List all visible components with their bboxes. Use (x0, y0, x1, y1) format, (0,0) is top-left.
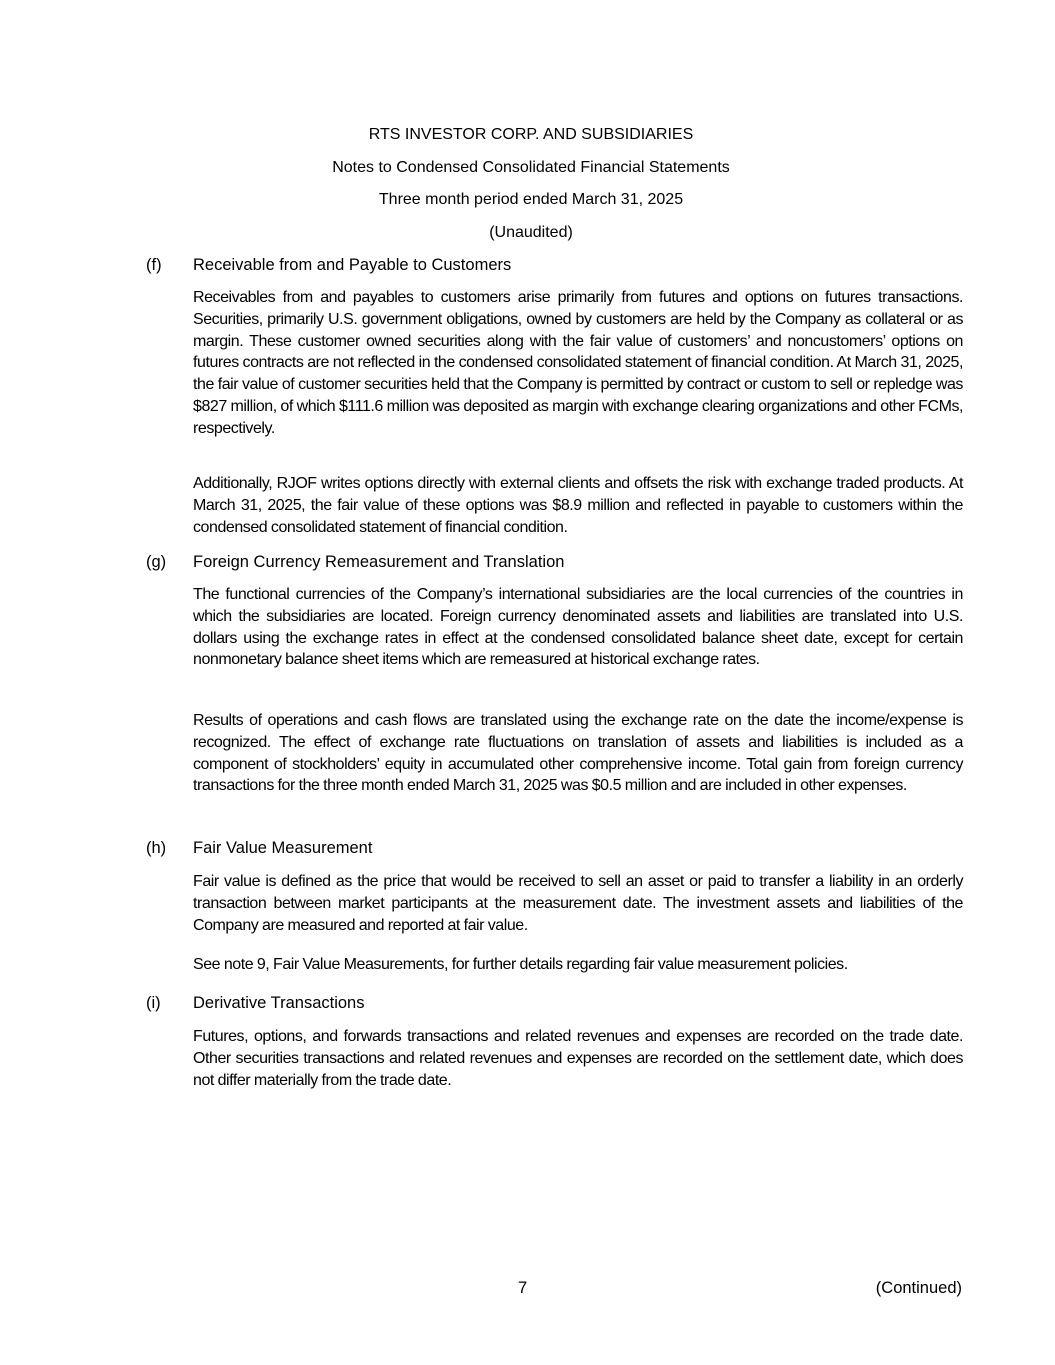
section-letter: (g) (146, 553, 167, 571)
document-subtitle: Notes to Condensed Consolidated Financial Statements (332, 159, 730, 176)
page-number: 7 (518, 1279, 528, 1297)
reporting-period: Three month period ended March 31, 2025 (378, 191, 684, 208)
section-paragraph: Additionally, RJOF writes options directly with external clients and offsets the risk with exchange traded products. At March 31, 2025, the fair value of these options was $8.9 million and reflected in payable to customers within the condensed consolidated statement of financial condition. (193, 475, 963, 536)
section-title: Derivative Transactions (193, 994, 365, 1012)
section-paragraph: Receivables from and payables to customers arise primarily from futures and options on futures transactions. Securities, primarily U.S. government obligations, owned by customers are held by the Company as collateral or as margin. These customer owned securities along with the fair value of customers’ and noncustomers’ options on futures contracts are not reflected in the condensed consolidated statement of financial condition. At March 31, 2025, the fair value of customer securities held that the Company is permitted by contract or custom to sell or repledge was $827 million, of which $111.6 million was deposited as margin with exchange clearing organizations and other FCMs, respectively. (193, 289, 963, 437)
section-heading-i (146, 993, 365, 1013)
section-paragraph: Futures, options, and forwards transactions and related revenues and expenses are recorded on the trade date. Other securities transactions and related revenues and expenses are recorded on the settlement date, which does not differ materially from the trade date. (193, 1028, 963, 1089)
section-letter: (f) (146, 256, 162, 274)
section-paragraph: Fair value is defined as the price that would be received to sell an asset or paid to transfer a liability in an orderly transaction between market participants at the measurement date. The investment assets and liabilities of the Company are measured and reported at fair value. (193, 873, 963, 934)
section-title: Fair Value Measurement (193, 839, 373, 857)
section-title: Foreign Currency Remeasurement and Translation (193, 553, 565, 571)
section-paragraph: The functional currencies of the Company’s international subsidiaries are the local currencies of the countries in which the subsidiaries are located. Foreign currency denominated assets and liabilities are translated into U.S. dollars using the exchange rates in effect at the condensed consolidated balance sheet date, except for certain nonmonetary balance sheet items which are remeasured at historical exchange rates. (193, 586, 963, 669)
section-paragraph: See note 9, Fair Value Measurements, for further details regarding fair value measurement policies. (193, 956, 848, 973)
section-paragraph: Results of operations and cash flows are translated using the exchange rate on the date the income/expense is recognized. The effect of exchange rate fluctuations on translation of assets and liabilities is included as a component of stockholders’ equity in accumulated other comprehensive income. Total gain from foreign currency transactions for the three month ended March 31, 2025 was $0.5 million and are included in other expenses. (193, 712, 963, 795)
section-heading-g (146, 552, 564, 572)
company-name: RTS INVESTOR CORP. AND SUBSIDIARIES (368, 126, 694, 143)
section-letter: (h) (146, 839, 167, 857)
section-title: Receivable from and Payable to Customers (193, 256, 512, 274)
continued-label: (Continued) (875, 1279, 962, 1297)
section-letter: (i) (146, 994, 161, 1012)
audit-status: (Unaudited) (489, 224, 573, 241)
section-heading-f (146, 255, 511, 275)
section-heading-h (146, 838, 372, 858)
